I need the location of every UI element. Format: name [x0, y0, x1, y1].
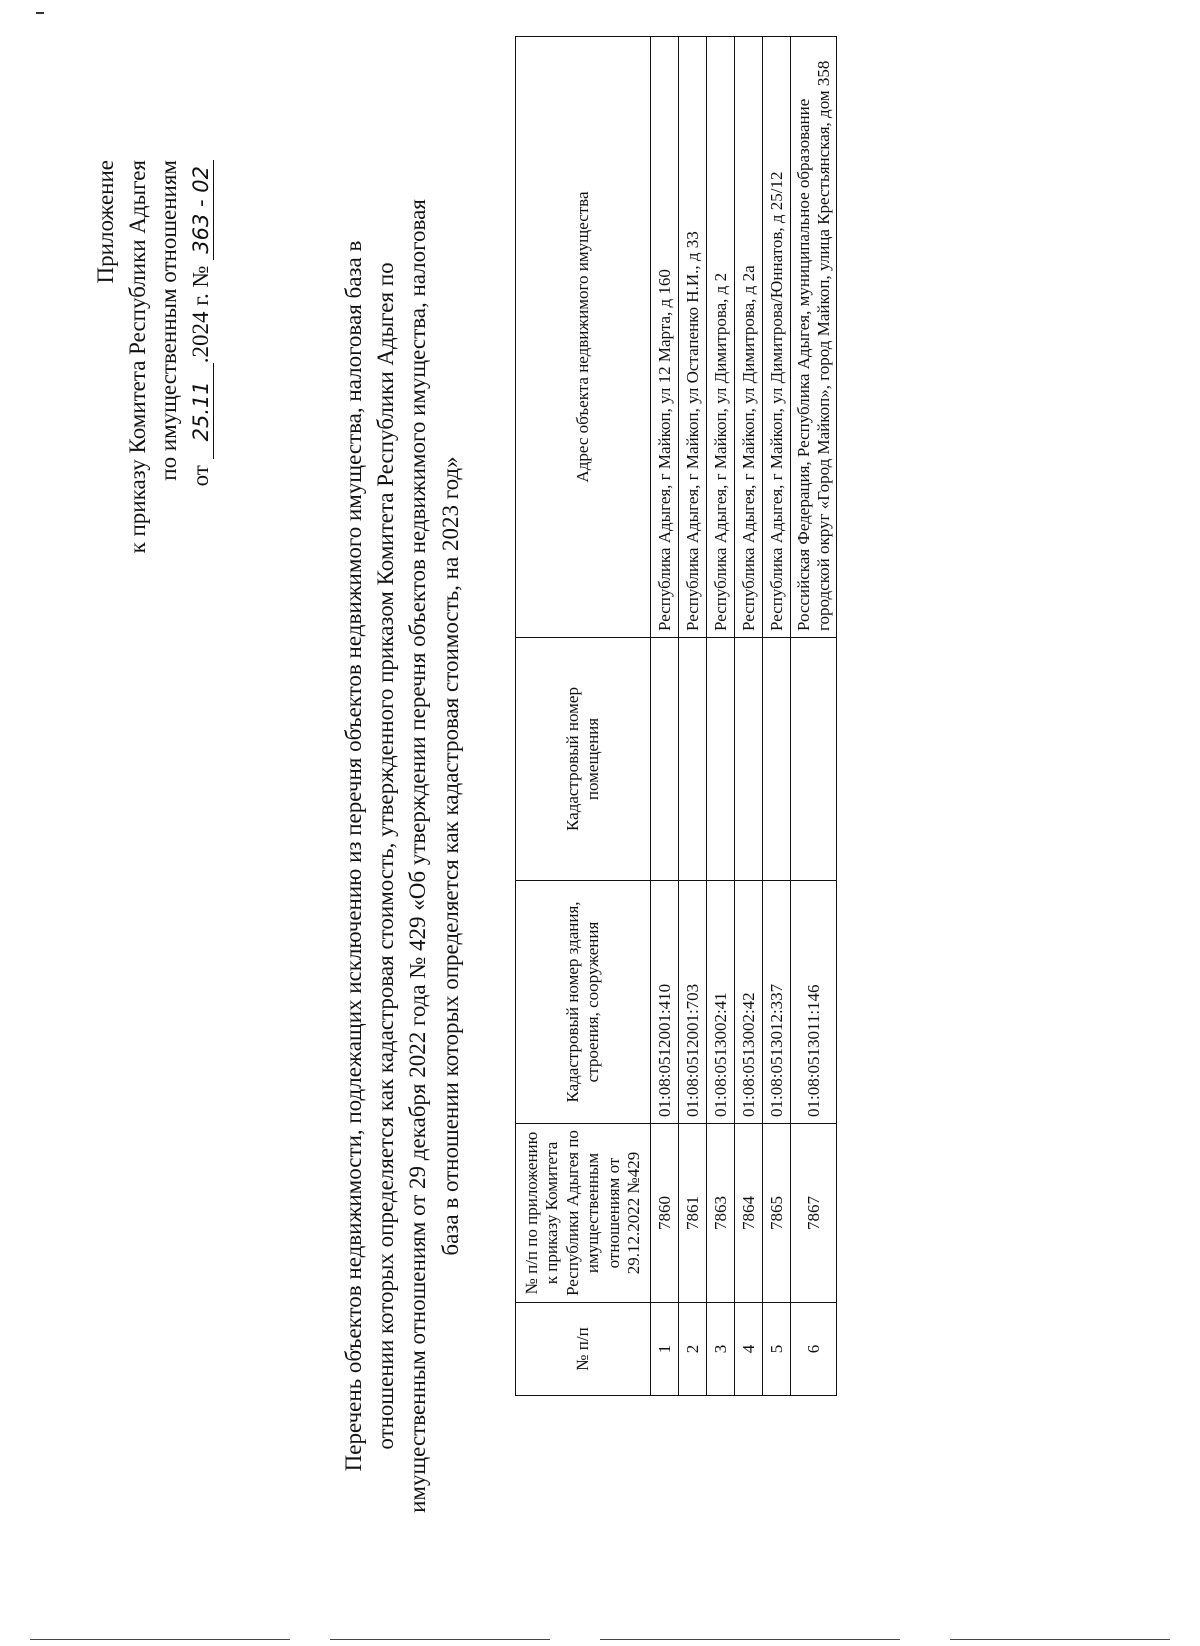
- scan-edge-line: [30, 1639, 290, 1640]
- appendix-date-line: [185, 160, 217, 860]
- table-header-row: [516, 37, 651, 1396]
- building-cadastral-number: 01:08:0513002:41: [707, 881, 735, 1124]
- appendix-header: [90, 160, 217, 860]
- room-cadastral-number: [763, 638, 791, 881]
- header-room-cadastral: Кадастровый номер помещения: [516, 638, 651, 881]
- reference-number: 7864: [735, 1124, 763, 1303]
- table-row: [791, 37, 837, 1396]
- appendix-committee-line: по имущественным отношениям: [156, 160, 182, 481]
- row-number: 5: [763, 1303, 791, 1396]
- handwritten-order-number: 363 - 02: [189, 160, 214, 260]
- reference-number: 7867: [791, 1124, 837, 1303]
- room-cadastral-number: [651, 638, 679, 881]
- appendix-title: Приложение: [93, 160, 118, 284]
- room-cadastral-number: [679, 638, 707, 881]
- scan-edge-line: [600, 1639, 900, 1640]
- reference-number: 7860: [651, 1124, 679, 1303]
- row-number: 1: [651, 1303, 679, 1396]
- building-cadastral-number: 01:08:0513011:146: [791, 881, 837, 1124]
- row-number: 3: [707, 1303, 735, 1396]
- table-row: [651, 37, 679, 1396]
- row-number: 6: [791, 1303, 837, 1396]
- reference-number: 7865: [763, 1124, 791, 1303]
- scan-edge-line: [950, 1639, 1170, 1640]
- scan-edge-line: [330, 1639, 550, 1640]
- room-cadastral-number: [735, 638, 763, 881]
- header-reference-number: № п/п по приложению к приказу Комитета Республики Адыгея по имущественным отношениям от 29.12.2022 №429: [516, 1124, 651, 1303]
- date-prefix: от: [188, 465, 214, 487]
- header-building-cadastral: Кадастровый номер здания, строения, сооружения: [516, 881, 651, 1124]
- property-exclusion-table: [515, 36, 837, 1396]
- table-row: [735, 37, 763, 1396]
- property-address: Российская Федерация, Республика Адыгея, муниципальное образование городской округ «Город Майкоп», город Майкоп, улица Крестьянская, дом 358: [791, 37, 837, 638]
- property-address: Республика Адыгея, г Майкоп, ул Димитрова/Юннатов, д 25/12: [763, 37, 791, 638]
- table-row: [707, 37, 735, 1396]
- row-number: 4: [735, 1303, 763, 1396]
- appendix-order-line: к приказу Комитета Республики Адыгея: [124, 160, 150, 554]
- header-row-number: № п/п: [516, 1303, 651, 1396]
- room-cadastral-number: [791, 638, 837, 881]
- header-address: Адрес объекта недвижимого имущества: [516, 37, 651, 638]
- year-and-number-label: .2024 г. №: [188, 265, 214, 364]
- reference-number: 7861: [679, 1124, 707, 1303]
- table-row: [679, 37, 707, 1396]
- building-cadastral-number: 01:08:0512001:410: [651, 881, 679, 1124]
- table-row: [763, 37, 791, 1396]
- row-number: 2: [679, 1303, 707, 1396]
- room-cadastral-number: [707, 638, 735, 881]
- property-address: Республика Адыгея, г Майкоп, ул Димитрова, д 2а: [735, 37, 763, 638]
- handwritten-date: 25.11: [189, 363, 214, 459]
- property-address: Республика Адыгея, г Майкоп, ул 12 Марта, д 160: [651, 37, 679, 638]
- building-cadastral-number: 01:08:0512001:703: [679, 881, 707, 1124]
- document-title: Перечень объектов недвижимости, подлежащих исключению из перечня объектов недвижимого имущества, налоговая база в отношении которых определяется как кадастровая стоимость, утвержденного приказом Комитета Республики Адыгея по имущественным отношениям от 29 декабря 2022 года № 429 «Об утверждении перечня объектов недвижимого имущества, налоговая база в отношении которых определяется как кадастровая стоимость, на 2023 год»: [341, 199, 463, 1513]
- property-address: Республика Адыгея, г Майкоп, ул Димитрова, д 2: [707, 37, 735, 638]
- building-cadastral-number: 01:08:0513012:337: [763, 881, 791, 1124]
- reference-number: 7863: [707, 1124, 735, 1303]
- property-address: Республика Адыгея, г Майкоп, ул Остапенко Н.И., д 33: [679, 37, 707, 638]
- building-cadastral-number: 01:08:0513002:42: [735, 881, 763, 1124]
